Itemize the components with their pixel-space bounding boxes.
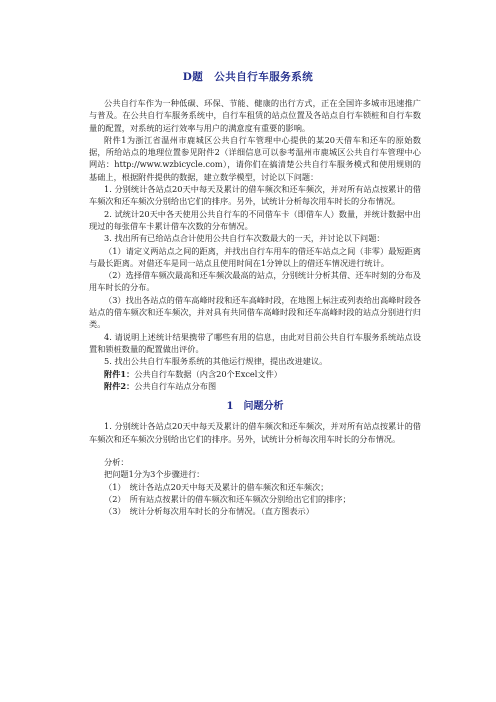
question-4: 4. 请说明上述统计结果携带了哪些有用的信息，由此对目前公共自行车服务系统站点设置和锁桩数量的配置做出评价。 <box>89 331 421 354</box>
analysis-step-2: （2） 所有站点按累计的借车频次和还车频次分别给出它们的排序； <box>104 493 351 504</box>
intro-paragraph-2: 附件1为浙江省温州市鹿城区公共自行车管理中心提供的某20天借车和还车的原始数据，所给站点的地理位置参见附件2（详细信息可以参考温州市鹿城区公共自行车管理中心网站：http://www.wzbicycle.com），请你们在搞清楚公共自行车服务模式和使用规则的基础上，根据附件提供的数据，建立数学模型，讨论以下问题： <box>89 134 421 182</box>
attachment-2 <box>89 380 421 392</box>
question-3-part-3: （3）找出各站点的借车高峰时段和还车高峰时段，在地图上标注或列表给出高峰时段各站点的借车频次和还车频次，并对具有共同借车高峰时段和还车高峰时段的站点分别进行归类。 <box>89 294 421 330</box>
attachment-1 <box>89 368 421 380</box>
analysis-step-1: （1） 统计各站点20天中每天及累计的借车频次和还车频次； <box>104 481 329 492</box>
question-5: 5. 找出公共自行车服务系统的其他运行规律，提出改进建议。 <box>104 356 328 367</box>
spacer <box>89 445 421 456</box>
question-2: 2. 试统计20天中各天使用公共自行车的不同借车卡（即借车人）数量，并统计数据中出现过的每张借车卡累计借车次数的分布情况。 <box>89 208 421 231</box>
section-question-1: 1. 分别统计各站点20天中每天及累计的借车频次和还车频次，并对所有站点按累计的借车频次和还车频次分别给出它们的排序。另外，试统计分析每次用车时长的分布情况。 <box>89 421 421 444</box>
intro-paragraph-1: 公共自行车作为一种低碳、环保、节能、健康的出行方式，正在全国许多城市迅速推广与普及。在公共自行车服务系统中，自行车租赁的站点位置及各站点自行车锁桩和自行车数量的配置，对系统的运行效率与用户的满意度有重要的影响。 <box>89 98 421 133</box>
analysis-step-3: （3） 统计分析每次用车时长的分布情况。（直方图表示） <box>104 506 314 517</box>
question-1: 1. 分别统计各站点20天中每天及累计的借车频次和还车频次，并对所有站点按累计的借车频次和还车频次分别给出它们的排序。另外，试统计分析每次用车时长的分布情况。 <box>89 184 421 207</box>
question-3-part-1: （1）请定义两站点之间的距离，并找出自行车用车的借还车站点之间（非零）最短距离与最长距离。对借还车是同一站点且使用时间在1分钟以上的借还车情况进行统计。 <box>89 245 421 268</box>
analysis-label: 分析： <box>104 457 129 468</box>
analysis-intro: 把问题1分为3个步骤进行： <box>104 469 205 480</box>
attachment-1-label: 附件1： <box>104 368 135 379</box>
attachment-1-value: 公共自行车数据（内含20个Excel文件） <box>134 368 282 379</box>
problem-title: D题 公共自行车服务系统 <box>182 71 314 83</box>
question-3-part-2: （2）选择借车频次最高和还车频次最高的站点，分别统计分析其借、还车时刻的分布及用车时长的分布。 <box>89 270 421 293</box>
section-heading: 1 问题分析 <box>226 401 284 413</box>
document-body <box>89 97 421 518</box>
attachment-2-value: 公共自行车站点分布图 <box>134 380 217 391</box>
question-3: 3. 找出所有已给站点合计使用公共自行车次数最大的一天，并讨论以下问题： <box>104 233 385 244</box>
attachment-2-label: 附件2： <box>104 380 135 391</box>
